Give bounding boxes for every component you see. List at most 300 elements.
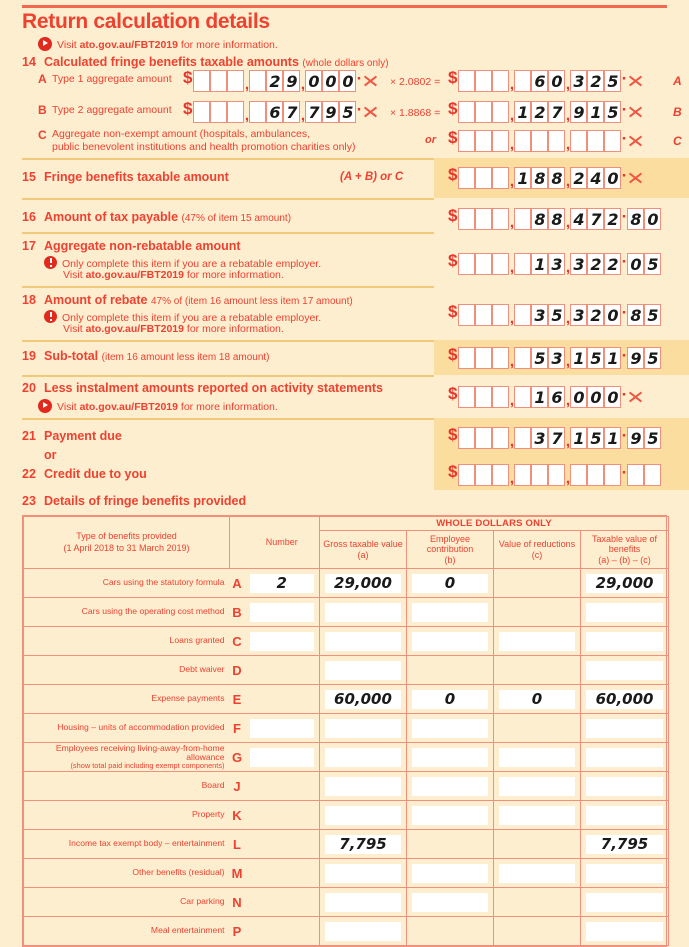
digit-box[interactable]: 2 <box>604 208 621 230</box>
comma-separator: , <box>509 76 515 93</box>
digit-box[interactable]: 1 <box>570 347 587 369</box>
digit-box[interactable]: 5 <box>531 347 548 369</box>
digit-box[interactable]: 3 <box>531 427 548 449</box>
cell-taxable[interactable] <box>581 656 669 685</box>
divider <box>22 418 434 420</box>
digit-box[interactable]: 4 <box>587 167 604 189</box>
digit-box[interactable] <box>492 167 509 189</box>
comma-separator: , <box>509 173 515 190</box>
cell-taxable[interactable] <box>581 859 669 888</box>
cents-box[interactable]: 9 <box>627 347 644 369</box>
row-label <box>24 743 230 772</box>
item-22-label: Credit due to you <box>44 467 147 481</box>
digit-box[interactable]: 6 <box>531 70 548 92</box>
cell-value <box>412 893 488 912</box>
header-taxable-line2: (a) – (b) – (c) <box>598 554 651 565</box>
digit-box[interactable]: 3 <box>548 347 565 369</box>
row-label-line1: Cars using the operating cost method <box>81 606 225 617</box>
digit-box[interactable] <box>587 130 604 152</box>
digit-box[interactable]: 5 <box>339 101 356 123</box>
dollar-sign: $ <box>448 128 458 147</box>
item-17-input[interactable] <box>448 251 661 275</box>
warning-icon <box>44 256 57 269</box>
digit-box[interactable]: 7 <box>305 101 322 123</box>
cell-value <box>499 748 575 767</box>
cents-box[interactable] <box>644 464 661 486</box>
digit-box[interactable]: 0 <box>604 167 621 189</box>
item-15-input[interactable] <box>448 165 643 189</box>
digit-box[interactable] <box>514 70 531 92</box>
digit-box[interactable]: 2 <box>531 101 548 123</box>
cell-gross[interactable] <box>320 888 407 917</box>
cross-out-icon <box>627 387 643 407</box>
cell-employee <box>407 830 494 859</box>
digit-box[interactable] <box>458 347 475 369</box>
digit-box[interactable]: 0 <box>570 386 587 408</box>
digit-box[interactable] <box>227 101 244 123</box>
item-15-label: Fringe benefits taxable amount <box>44 170 229 184</box>
cell-value <box>250 690 315 709</box>
digit-box[interactable] <box>548 464 565 486</box>
item-16-input[interactable] <box>448 206 661 230</box>
digit-box[interactable] <box>514 427 531 449</box>
digit-box[interactable]: 1 <box>514 167 531 189</box>
comma-separator: , <box>509 259 515 276</box>
digit-box[interactable] <box>604 464 621 486</box>
digit-box[interactable] <box>475 386 492 408</box>
header-number: Number <box>245 517 320 569</box>
cell-value <box>586 719 663 738</box>
digit-box[interactable] <box>492 208 509 230</box>
item-20-label: Less instalment amounts reported on activity statements <box>44 381 383 395</box>
digit-box[interactable] <box>570 130 587 152</box>
cell-gross[interactable] <box>320 656 407 685</box>
cell-employee[interactable] <box>407 743 494 772</box>
cross-out-icon <box>362 102 378 122</box>
digit-box[interactable]: 7 <box>548 427 565 449</box>
digit-box[interactable]: 9 <box>283 70 300 92</box>
cell-taxable[interactable] <box>581 685 669 714</box>
row-label-line1: Housing – units of accommodation provided <box>57 722 225 733</box>
cell-taxable[interactable] <box>581 917 669 946</box>
row-label-line1: Other benefits (residual) <box>132 867 225 878</box>
cell-value: 60,000 <box>325 690 401 709</box>
fringe-benefits-table <box>22 515 667 947</box>
item-14-row-a-input[interactable] <box>183 68 378 92</box>
digit-box[interactable] <box>492 304 509 326</box>
cell-value <box>412 835 488 854</box>
cell-taxable[interactable] <box>581 743 669 772</box>
digit-box[interactable] <box>458 167 475 189</box>
item-18-input[interactable] <box>448 302 661 326</box>
cell-value: 0 <box>412 574 488 593</box>
cell-reductions[interactable] <box>494 743 581 772</box>
item-16-number: 16 <box>22 210 36 224</box>
cents-box[interactable]: 8 <box>627 304 644 326</box>
cross-out-icon <box>627 71 643 91</box>
cell-gross[interactable] <box>320 714 407 743</box>
cell-value <box>325 748 401 767</box>
cell-number[interactable] <box>245 743 320 772</box>
digit-box[interactable] <box>475 347 492 369</box>
visit-link[interactable]: ato.gov.au/FBT2019 <box>79 401 178 413</box>
cell-taxable[interactable] <box>581 598 669 627</box>
cell-reductions[interactable] <box>494 772 581 801</box>
digit-box[interactable]: 7 <box>283 101 300 123</box>
row-label-line1: Income tax exempt body – entertainment <box>68 838 225 849</box>
divider <box>22 232 434 234</box>
digit-box[interactable]: 2 <box>587 253 604 275</box>
cross-out-icon <box>627 102 643 122</box>
cell-taxable[interactable] <box>581 801 669 830</box>
digit-box[interactable]: 5 <box>587 347 604 369</box>
item-21-input[interactable] <box>448 425 661 449</box>
item-18-label-text: Amount of rebate <box>44 293 148 307</box>
cell-gross[interactable] <box>320 685 407 714</box>
item-15-formula: (A + B) or C <box>340 171 404 183</box>
digit-box[interactable]: 5 <box>604 101 621 123</box>
cents-box[interactable]: 5 <box>644 347 661 369</box>
digit-box[interactable]: 3 <box>570 253 587 275</box>
cell-employee[interactable] <box>407 859 494 888</box>
digit-box[interactable] <box>210 101 227 123</box>
dollar-sign: $ <box>448 251 458 270</box>
header-whole-dollars-only: WHOLE DOLLARS ONLY <box>320 517 669 531</box>
decimal-point: · <box>621 100 628 119</box>
cents-box[interactable] <box>627 464 644 486</box>
digit-box[interactable]: 1 <box>604 347 621 369</box>
digit-box[interactable] <box>492 253 509 275</box>
digit-box[interactable]: 3 <box>531 304 548 326</box>
item-22-input[interactable] <box>448 462 661 486</box>
cell-value <box>250 603 315 622</box>
comma-separator: , <box>509 392 515 409</box>
cell-value <box>250 632 315 651</box>
cell-taxable[interactable] <box>581 830 669 859</box>
digit-box[interactable]: 0 <box>305 70 322 92</box>
digit-box[interactable] <box>458 70 475 92</box>
digit-box[interactable] <box>475 253 492 275</box>
digit-box[interactable]: 6 <box>266 101 283 123</box>
digit-box[interactable] <box>548 130 565 152</box>
digit-box[interactable] <box>475 130 492 152</box>
item-14-label-text: Calculated fringe benefits taxable amounts <box>44 55 299 69</box>
comma-separator: , <box>509 433 515 450</box>
digit-box[interactable] <box>514 208 531 230</box>
cell-value <box>412 632 488 651</box>
decimal-point: · <box>356 69 363 88</box>
item-14-row-b-input[interactable] <box>183 99 378 123</box>
item-14-row-b-tag: B <box>673 105 682 119</box>
visit-link[interactable]: ato.gov.au/FBT2019 <box>85 323 184 335</box>
digit-box[interactable]: 0 <box>548 70 565 92</box>
row-code: B <box>230 598 245 627</box>
digit-box[interactable]: 0 <box>587 386 604 408</box>
digit-box[interactable] <box>227 70 244 92</box>
digit-box[interactable]: 4 <box>570 208 587 230</box>
cell-taxable[interactable] <box>581 569 669 598</box>
digit-box[interactable]: 3 <box>570 304 587 326</box>
row-label-line1: Cars using the statutory formula <box>102 577 225 588</box>
digit-box[interactable] <box>458 253 475 275</box>
digit-box[interactable] <box>458 101 475 123</box>
item-14-row-a-tag: A <box>673 74 682 88</box>
cell-reductions[interactable] <box>494 627 581 656</box>
digit-box[interactable] <box>475 70 492 92</box>
cents-box[interactable]: 0 <box>644 208 661 230</box>
item-14-row-b-result[interactable] <box>448 99 643 123</box>
item-18-label <box>44 293 353 307</box>
cell-employee[interactable] <box>407 888 494 917</box>
digit-box[interactable]: 2 <box>604 253 621 275</box>
digit-box[interactable]: 3 <box>548 253 565 275</box>
cell-gross[interactable] <box>320 743 407 772</box>
digit-box[interactable] <box>475 167 492 189</box>
decimal-point: · <box>621 303 628 322</box>
cell-reductions[interactable] <box>494 685 581 714</box>
digit-box[interactable]: 8 <box>548 167 565 189</box>
digit-box[interactable]: 5 <box>587 427 604 449</box>
cell-gross[interactable] <box>320 917 407 946</box>
digit-box[interactable] <box>531 464 548 486</box>
row-label-line1: Expense payments <box>151 693 225 704</box>
cell-gross[interactable] <box>320 598 407 627</box>
cell-value <box>250 922 315 941</box>
cell-value <box>499 632 575 651</box>
item-14-label-small: (whole dollars only) <box>302 58 389 69</box>
cell-reductions <box>494 830 581 859</box>
header-gross-line2: (a) <box>357 549 369 560</box>
digit-box[interactable] <box>514 347 531 369</box>
cross-out-icon <box>627 168 643 188</box>
digit-box[interactable]: 2 <box>587 70 604 92</box>
digit-box[interactable] <box>604 130 621 152</box>
digit-box[interactable]: 1 <box>514 101 531 123</box>
digit-box[interactable] <box>492 386 509 408</box>
cell-number <box>245 917 320 946</box>
digit-box[interactable]: 2 <box>266 70 283 92</box>
comma-separator: , <box>244 76 250 93</box>
dollar-sign: $ <box>448 165 458 184</box>
item-19-label-small: (item 16 amount less item 18 amount) <box>101 352 270 363</box>
dollar-sign: $ <box>448 68 458 87</box>
digit-box[interactable]: 1 <box>531 386 548 408</box>
digit-box[interactable] <box>492 347 509 369</box>
digit-box[interactable] <box>475 304 492 326</box>
item-14-row-a-result[interactable] <box>448 68 643 92</box>
cell-employee[interactable] <box>407 801 494 830</box>
visit-link[interactable]: ato.gov.au/FBT2019 <box>79 39 178 51</box>
cell-reductions[interactable] <box>494 859 581 888</box>
comma-separator: , <box>565 392 571 409</box>
cell-value <box>412 922 488 941</box>
row-code: L <box>230 830 245 859</box>
digit-box[interactable] <box>475 208 492 230</box>
warning-icon <box>44 310 57 323</box>
digit-box[interactable] <box>531 130 548 152</box>
digit-box[interactable] <box>458 386 475 408</box>
digit-box[interactable] <box>193 101 210 123</box>
cell-gross[interactable] <box>320 830 407 859</box>
digit-box[interactable] <box>458 208 475 230</box>
visit-link[interactable]: ato.gov.au/FBT2019 <box>85 269 184 281</box>
visit-prefix: Visit <box>63 269 83 281</box>
cell-value <box>586 632 663 651</box>
digit-box[interactable] <box>492 130 509 152</box>
cell-reductions[interactable] <box>494 801 581 830</box>
comma-separator: , <box>565 107 571 124</box>
cell-gross[interactable] <box>320 859 407 888</box>
row-code: K <box>230 801 245 830</box>
table-row <box>24 801 669 830</box>
digit-box[interactable]: 8 <box>548 208 565 230</box>
comma-separator: , <box>565 214 571 231</box>
cell-value <box>499 922 575 941</box>
cents-box[interactable]: 5 <box>644 304 661 326</box>
item-22-number: 22 <box>22 467 36 481</box>
digit-box[interactable]: 5 <box>604 70 621 92</box>
row-label <box>24 656 230 685</box>
digit-box[interactable]: 1 <box>587 101 604 123</box>
digit-box[interactable] <box>492 427 509 449</box>
digit-box[interactable] <box>458 427 475 449</box>
table-row <box>24 569 669 598</box>
decimal-point: · <box>621 346 628 365</box>
table-header-top <box>24 517 669 531</box>
cell-gross[interactable] <box>320 801 407 830</box>
digit-box[interactable]: 7 <box>587 208 604 230</box>
cell-number[interactable] <box>245 598 320 627</box>
digit-box[interactable]: 9 <box>570 101 587 123</box>
item-21-number: 21 <box>22 429 36 443</box>
cell-value <box>250 835 315 854</box>
cell-value <box>412 719 488 738</box>
row-label <box>24 627 230 656</box>
digit-box[interactable] <box>492 70 509 92</box>
digit-box[interactable]: 5 <box>548 304 565 326</box>
cell-taxable[interactable] <box>581 772 669 801</box>
cell-employee[interactable] <box>407 569 494 598</box>
cell-taxable[interactable] <box>581 627 669 656</box>
header-value-of-reductions <box>494 531 581 569</box>
dollar-sign: $ <box>448 345 458 364</box>
item-21-or: or <box>44 448 57 462</box>
cents-box[interactable]: 5 <box>644 427 661 449</box>
cents-box[interactable]: 0 <box>627 253 644 275</box>
digit-box[interactable]: 6 <box>548 386 565 408</box>
digit-box[interactable]: 0 <box>339 70 356 92</box>
digit-box[interactable] <box>570 464 587 486</box>
digit-box[interactable] <box>458 464 475 486</box>
digit-box[interactable] <box>193 70 210 92</box>
digit-box[interactable]: 1 <box>531 253 548 275</box>
comma-separator: , <box>565 310 571 327</box>
item-20-input[interactable] <box>448 384 643 408</box>
cents-box[interactable]: 9 <box>627 427 644 449</box>
cell-value <box>499 864 575 883</box>
digit-box[interactable] <box>514 386 531 408</box>
cell-gross[interactable] <box>320 569 407 598</box>
item-19-label-text: Sub-total <box>44 349 99 363</box>
item-20-visit-line <box>38 399 278 413</box>
dollar-sign: $ <box>448 384 458 403</box>
cell-employee[interactable] <box>407 598 494 627</box>
digit-box[interactable]: 1 <box>570 427 587 449</box>
cell-employee[interactable] <box>407 772 494 801</box>
arrow-icon <box>38 399 52 413</box>
table-row <box>24 830 669 859</box>
digit-box[interactable]: 2 <box>570 167 587 189</box>
cell-value: 2 <box>250 574 315 593</box>
item-14-row-c-input[interactable] <box>448 128 643 152</box>
item-14-row-b-label: Type 2 aggregate amount <box>52 104 172 116</box>
cell-gross[interactable] <box>320 772 407 801</box>
digit-box[interactable] <box>458 130 475 152</box>
cell-reductions <box>494 888 581 917</box>
digit-box[interactable]: 2 <box>587 304 604 326</box>
digit-box[interactable] <box>514 304 531 326</box>
cell-number[interactable] <box>245 627 320 656</box>
digit-box[interactable]: 9 <box>322 101 339 123</box>
digit-box[interactable] <box>587 464 604 486</box>
digit-box[interactable] <box>492 464 509 486</box>
cell-employee[interactable] <box>407 685 494 714</box>
item-17-note-2 <box>63 269 284 281</box>
digit-box[interactable] <box>210 70 227 92</box>
digit-box[interactable] <box>475 427 492 449</box>
cell-reductions <box>494 917 581 946</box>
digit-box[interactable]: 0 <box>322 70 339 92</box>
cell-taxable[interactable] <box>581 888 669 917</box>
comma-separator: , <box>565 353 571 370</box>
digit-box[interactable]: 8 <box>531 208 548 230</box>
digit-box[interactable]: 0 <box>604 304 621 326</box>
cell-employee[interactable] <box>407 627 494 656</box>
cell-gross[interactable] <box>320 627 407 656</box>
cell-taxable[interactable] <box>581 714 669 743</box>
digit-box[interactable] <box>514 130 531 152</box>
header-taxable-value-of-benefits <box>581 531 669 569</box>
cents-box[interactable]: 8 <box>627 208 644 230</box>
digit-box[interactable]: 8 <box>531 167 548 189</box>
header-gross-line1: Gross taxable value <box>323 539 403 550</box>
cents-box[interactable]: 5 <box>644 253 661 275</box>
digit-box[interactable] <box>249 101 266 123</box>
cell-number[interactable] <box>245 714 320 743</box>
digit-box[interactable] <box>492 101 509 123</box>
digit-box[interactable] <box>514 253 531 275</box>
digit-box[interactable]: 0 <box>604 386 621 408</box>
row-label <box>24 569 230 598</box>
cell-value: 7,795 <box>586 835 663 854</box>
digit-box[interactable] <box>249 70 266 92</box>
item-19-input[interactable] <box>448 345 661 369</box>
dollar-sign: $ <box>448 425 458 444</box>
digit-box[interactable] <box>475 464 492 486</box>
item-17-note-1 <box>44 256 321 270</box>
digit-box[interactable]: 7 <box>548 101 565 123</box>
cell-employee[interactable] <box>407 714 494 743</box>
table-row <box>24 627 669 656</box>
digit-box[interactable]: 1 <box>604 427 621 449</box>
digit-box[interactable] <box>475 101 492 123</box>
item-18-label-small: 47% of (item 16 amount less item 17 amount) <box>150 296 353 307</box>
cell-number[interactable] <box>245 569 320 598</box>
digit-box[interactable]: 3 <box>570 70 587 92</box>
row-label <box>24 714 230 743</box>
digit-box[interactable] <box>514 464 531 486</box>
digit-box[interactable] <box>458 304 475 326</box>
